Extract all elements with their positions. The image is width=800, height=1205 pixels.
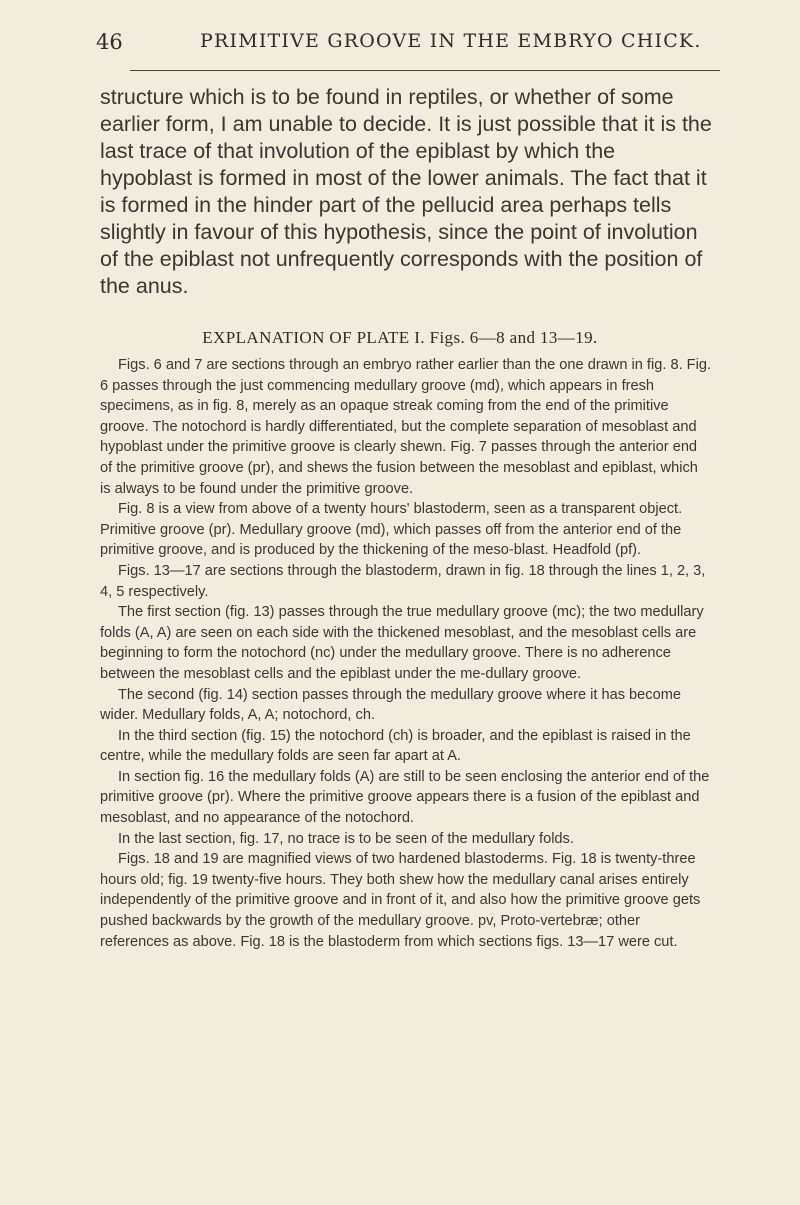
explanation-paragraph: The second (fig. 14) section passes through the medullary groove where it has become wider. Medullary folds, A, A; notochord, ch. <box>100 686 681 724</box>
explanation-paragraph: Figs. 13—17 are sections through the blastoderm, drawn in fig. 18 through the lines 1, 2, 3, 4, 5 respectively. <box>100 562 706 600</box>
page-header <box>96 30 716 56</box>
explanation-paragraph: In section fig. 16 the medullary folds (A) are still to be seen enclosing the anterior end of the primitive groove (pr). Where the primitive groove appears there is a fusion of the epiblast and mesoblast, and no appearance of the notochord. <box>100 768 710 827</box>
plate-explanation <box>100 355 712 952</box>
running-head: PRIMITIVE GROOVE IN THE EMBRYO CHICK. <box>200 30 702 52</box>
section-heading: EXPLANATION OF PLATE I. Figs. 6—8 and 13—19. <box>202 328 598 347</box>
explanation-paragraph: The first section (fig. 13) passes through the true medullary groove (mc); the two medullary folds (A, A) are seen on each side with the thickened mesoblast, and the mesoblast cells are beginning to form the notochord (nc) under the medullary groove. There is no adherence between the mesoblast cells and the epiblast under the me-dullary groove. <box>100 604 704 682</box>
page-number: 46 <box>96 30 123 54</box>
header-rule <box>130 70 720 71</box>
explanation-paragraph: In the third section (fig. 15) the notochord (ch) is broader, and the epiblast is raised in the centre, while the medullary folds are seen far apart at A. <box>100 727 691 765</box>
intro-paragraph: structure which is to be found in reptiles, or whether of some earlier form, I am unable to decide. It is just possible that it is the last trace of that involution of the epiblast by which the hypoblast is formed in most of the lower animals. The fact that it is formed in the hinder part of the pellucid area perhaps tells slightly in favour of this hypothesis, since the point of involution of the epiblast not unfrequently corresponds with the position of the anus. <box>100 85 712 298</box>
explanation-paragraph: Figs. 18 and 19 are magnified views of two hardened blastoderms. Fig. 18 is twenty-three hours old; fig. 19 twenty-five hours. They both shew how the medullary canal arises entirely independently of the primitive groove and in front of it, and also how the primitive groove gets pushed backwards by the growth of the medullary groove. pv, Proto-vertebræ; other references as above. Fig. 18 is the blastoderm from which sections figs. 13—17 were cut. <box>100 851 701 950</box>
explanation-paragraph: Fig. 8 is a view from above of a twenty hours' blastoderm, seen as a transparent object. Primitive groove (pr). Medullary groove (md), which passes off from the anterior end of the primitive groove, and is produced by the thickening of the meso-blast. Headfold (pf). <box>100 501 683 559</box>
explanation-paragraph: In the last section, fig. 17, no trace is to be seen of the medullary folds. <box>118 830 574 847</box>
explanation-paragraph: Figs. 6 and 7 are sections through an embryo rather earlier than the one drawn in fig. 8. Fig. 6 passes through the just commencing medullary groove (md), which appears in fresh specimens, as in fig. 8, merely as an opaque streak coming from the end of the primitive groove. The notochord is hardly differentiated, but the complete separation of mesoblast and hypoblast under the primitive groove is clearly shewn. Fig. 7 passes through the anterior end of the primitive groove (pr), and shews the fusion between the mesoblast and epiblast, which is always to be found under the primitive groove. <box>100 357 711 497</box>
